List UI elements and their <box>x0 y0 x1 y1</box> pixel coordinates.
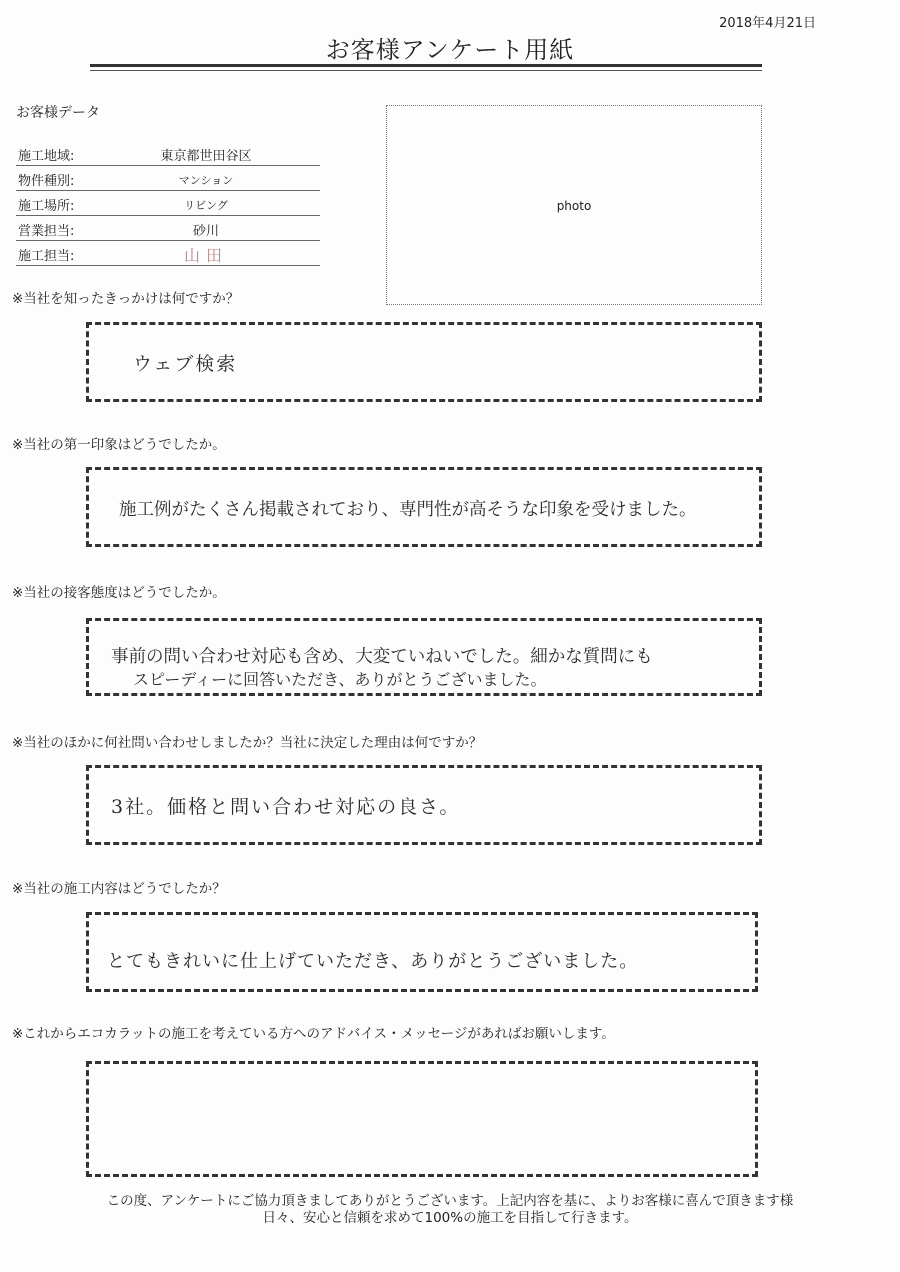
answer-3-line-2: スピーディーに回答いただき、ありがとうございました。 <box>133 670 547 689</box>
info-row-sales-rep <box>16 216 320 241</box>
info-value-handwritten: 山田 <box>183 246 228 265</box>
title-underline-thin <box>90 70 762 71</box>
info-label: 施工担当: <box>18 249 75 264</box>
footer-line-2: 日々、安心と信頼を求めて100%の施工を目指して行きます。 <box>262 1210 638 1226</box>
answer-box-3 <box>86 618 762 696</box>
answer-box-4 <box>86 765 762 845</box>
info-label: 施工地域: <box>18 149 75 164</box>
survey-date: 2018年4月21日 <box>719 16 816 31</box>
title-underline-thick <box>90 64 762 67</box>
info-row-location <box>16 191 320 216</box>
answer-box-2 <box>86 467 762 547</box>
answer-5-text: とてもきれいに仕上げていただき、ありがとうございました。 <box>107 951 639 972</box>
info-row-installer <box>16 241 320 266</box>
customer-data-heading: お客様データ <box>16 105 100 121</box>
answer-4-text: 3社。価格と問い合わせ対応の良さ。 <box>111 796 461 818</box>
info-row-area <box>16 141 320 166</box>
info-value: マンション <box>178 174 234 187</box>
answer-box-1 <box>86 322 762 402</box>
footer-line-1: この度、アンケートにご協力頂きましてありがとうございます。上記内容を基に、よりお客様に喜んで頂きます様 <box>106 1193 794 1209</box>
info-value: リビング <box>184 199 228 212</box>
question-4: ※当社のほかに何社問い合わせしましたか？当社に決定した理由は何ですか？ <box>12 735 483 751</box>
question-1: ※当社を知ったきっかけは何ですか？ <box>12 291 240 307</box>
info-label: 営業担当: <box>18 224 75 239</box>
info-label: 物件種別: <box>18 174 75 189</box>
photo-label: photo <box>556 199 592 213</box>
info-value: 東京都世田谷区 <box>160 149 252 164</box>
info-row-property-type <box>16 166 320 191</box>
info-label: 施工場所: <box>18 199 75 214</box>
question-2: ※当社の第一印象はどうでしたか。 <box>12 437 226 453</box>
answer-1-text: ウェブ検索 <box>133 353 238 375</box>
answer-3-line-1: 事前の問い合わせ対応も含め、大変ていねいでした。細かな質問にも <box>111 647 653 667</box>
question-5: ※当社の施工内容はどうでしたか？ <box>12 881 226 897</box>
answer-box-6 <box>86 1061 758 1177</box>
answer-2-text: 施工例がたくさん掲載されており、専門性が高そうな印象を受けました。 <box>119 500 697 520</box>
question-6: ※これからエコカラットの施工を考えている方へのアドバイス・メッセージがあればお願いします。 <box>12 1026 615 1042</box>
info-value: 砂川 <box>192 224 219 239</box>
footer-message <box>0 1193 900 1227</box>
page-title: お客様アンケート用紙 <box>325 36 575 64</box>
customer-data-table <box>16 141 320 266</box>
answer-box-5 <box>86 912 758 992</box>
question-3: ※当社の接客態度はどうでしたか。 <box>12 585 226 601</box>
